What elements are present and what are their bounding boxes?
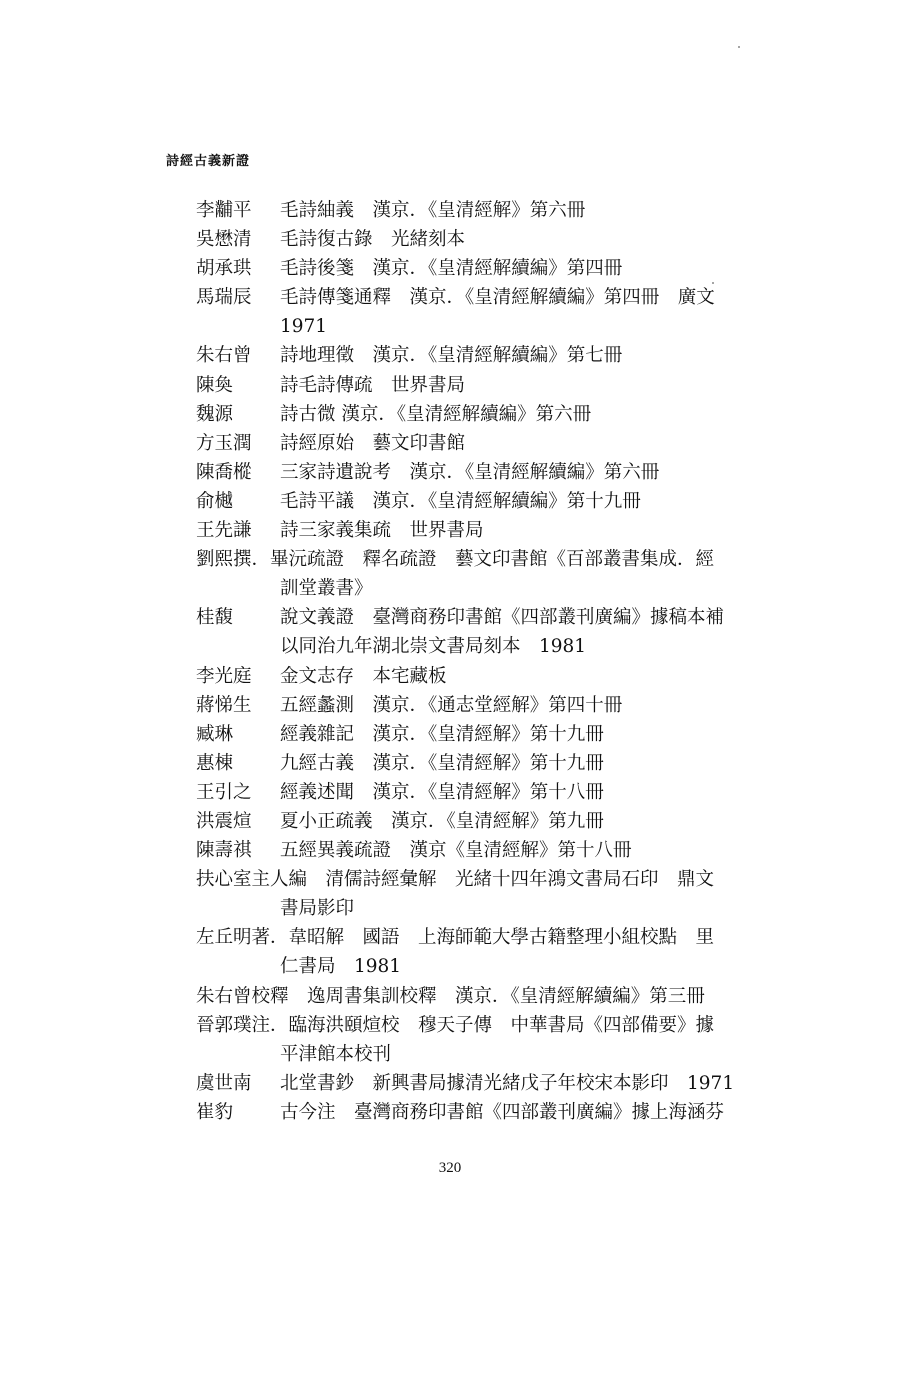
entry-text: 毛詩平議 漢京．《皇清經解續編》第十九冊 bbox=[280, 490, 641, 512]
entry-text: 詩經原始 藝文印書館 bbox=[280, 432, 466, 454]
entry-author: 陳壽祺 bbox=[196, 840, 252, 862]
bibliography-entry bbox=[0, 923, 900, 981]
entry-line bbox=[0, 545, 900, 574]
entry-text: 金文志存 本宅藏板 bbox=[280, 665, 447, 687]
entry-author: 臧琳 bbox=[196, 723, 234, 745]
entry-line bbox=[0, 196, 900, 225]
entry-text: 九經古義 漢京．《皇清經解》第十九冊 bbox=[280, 752, 604, 774]
bibliography-entry bbox=[0, 545, 900, 603]
bibliography-entry bbox=[0, 749, 900, 778]
entry-author: 朱右曾 bbox=[196, 345, 252, 367]
entry-author: 惠棟 bbox=[196, 752, 234, 774]
entry-text: 古今注 臺灣商務印書館《四部叢刊廣編》據上海涵芬 bbox=[280, 1101, 725, 1123]
running-head: 詩經古義新證 bbox=[166, 154, 251, 169]
entry-author: 洪震煊 bbox=[196, 810, 252, 832]
entry-author: 崔豹 bbox=[196, 1101, 234, 1123]
bibliography-entry bbox=[0, 865, 900, 923]
entry-line bbox=[0, 982, 900, 1011]
bibliography-entry bbox=[0, 487, 900, 516]
entry-line bbox=[0, 371, 900, 400]
entry-text: 詩三家義集疏 世界書局 bbox=[280, 520, 484, 542]
entry-text: 經義述聞 漢京．《皇清經解》第十八冊 bbox=[280, 781, 604, 803]
bibliography-entry bbox=[0, 429, 900, 458]
entry-continuation-line bbox=[0, 312, 900, 341]
entry-author: 虞世南 bbox=[196, 1072, 252, 1094]
bibliography-entry bbox=[0, 603, 900, 661]
scan-speck-mark bbox=[738, 46, 740, 48]
entry-author: 李黼平 bbox=[196, 200, 252, 221]
entry-continuation-line bbox=[0, 894, 900, 923]
entry-line bbox=[0, 807, 900, 836]
bibliography-entry bbox=[0, 1098, 900, 1127]
entry-line bbox=[0, 662, 900, 691]
entry-author: 王先謙 bbox=[196, 520, 252, 542]
entry-line bbox=[0, 458, 900, 487]
entry-author: 吳懋清 bbox=[196, 229, 252, 251]
entry-line bbox=[0, 603, 900, 632]
entry-author: 王引之 bbox=[196, 781, 252, 803]
entry-text: 毛詩後箋 漢京．《皇清經解續編》第四冊 bbox=[280, 258, 623, 280]
bibliography-entry bbox=[0, 807, 900, 836]
entry-text: 朱右曾校釋 逸周書集訓校釋 漢京．《皇清經解續編》第三冊 bbox=[196, 985, 705, 1007]
entry-author: 方玉潤 bbox=[196, 432, 252, 454]
entry-author: 俞樾 bbox=[196, 490, 234, 512]
entry-continuation-text: 1971 bbox=[280, 316, 328, 338]
entry-continuation-line bbox=[0, 1040, 900, 1069]
bibliography-entry bbox=[0, 1011, 900, 1069]
bibliography-entry bbox=[0, 662, 900, 691]
entry-line bbox=[0, 254, 900, 283]
bibliography-entry bbox=[0, 458, 900, 487]
bibliography-entry bbox=[0, 371, 900, 400]
entry-line bbox=[0, 1011, 900, 1040]
entry-line bbox=[0, 749, 900, 778]
bibliography-entry bbox=[0, 254, 900, 283]
entry-continuation-line bbox=[0, 574, 900, 603]
entry-text: 詩古微 漢京．《皇清經解續編》第六冊 bbox=[280, 403, 592, 425]
entry-text: 說文義證 臺灣商務印書館《四部叢刊廣編》據稿本補 bbox=[280, 607, 725, 629]
entry-continuation-text: 以同治九年湖北崇文書局刻本 1981 bbox=[280, 636, 587, 658]
entry-text: 五經蠡測 漢京．《通志堂經解》第四十冊 bbox=[280, 694, 623, 716]
entry-text: 毛詩復古錄 光緒刻本 bbox=[280, 229, 466, 251]
scan-speck-mark bbox=[712, 282, 714, 284]
bibliography-entry bbox=[0, 982, 900, 1011]
entry-text: 晉郭璞注．臨海洪頤煊校 穆天子傳 中華書局《四部備要》據 bbox=[196, 1014, 715, 1036]
entry-author: 李光庭 bbox=[196, 665, 252, 687]
bibliography-entry bbox=[0, 225, 900, 254]
bibliography-entry bbox=[0, 516, 900, 545]
entry-line bbox=[0, 836, 900, 865]
entry-line bbox=[0, 516, 900, 545]
entry-line bbox=[0, 778, 900, 807]
bibliography-entry bbox=[0, 283, 900, 341]
entry-continuation-text: 仁書局 1981 bbox=[280, 956, 402, 978]
entry-line bbox=[0, 283, 900, 312]
entry-line bbox=[0, 487, 900, 516]
page-number: 320 bbox=[438, 1160, 462, 1176]
entry-author: 胡承珙 bbox=[196, 258, 252, 280]
entry-continuation-line bbox=[0, 952, 900, 981]
entry-author: 陳喬樅 bbox=[196, 461, 252, 483]
entry-line bbox=[0, 1069, 900, 1098]
entry-line bbox=[0, 225, 900, 254]
entry-text: 經義雜記 漢京．《皇清經解》第十九冊 bbox=[280, 723, 604, 745]
entry-text: 詩毛詩傳疏 世界書局 bbox=[280, 374, 466, 396]
entry-author: 蔣悌生 bbox=[196, 694, 252, 716]
entry-text: 扶心室主人編 清儒詩經彙解 光緒十四年鴻文書局石印 鼎文 bbox=[196, 869, 715, 891]
entry-text: 毛詩傳箋通釋 漢京．《皇清經解續編》第四冊 廣文 bbox=[280, 287, 715, 309]
entry-line bbox=[0, 429, 900, 458]
entry-author: 桂馥 bbox=[196, 607, 234, 629]
entry-text: 詩地理徵 漢京．《皇清經解續編》第七冊 bbox=[280, 345, 623, 367]
bibliography-entry bbox=[0, 341, 900, 370]
bibliography-list bbox=[0, 196, 900, 1127]
entry-text: 毛詩紬義 漢京．《皇清經解》第六冊 bbox=[280, 200, 586, 221]
entry-text: 三家詩遺說考 漢京．《皇清經解續編》第六冊 bbox=[280, 461, 660, 483]
entry-line bbox=[0, 720, 900, 749]
bibliography-entry bbox=[0, 400, 900, 429]
bibliography-entry bbox=[0, 720, 900, 749]
entry-line bbox=[0, 400, 900, 429]
entry-continuation-text: 訓堂叢書》 bbox=[280, 578, 373, 600]
entry-line bbox=[0, 865, 900, 894]
entry-author: 陳奐 bbox=[196, 374, 234, 396]
entry-line bbox=[0, 1098, 900, 1127]
entry-text: 夏小正疏義 漢京．《皇清經解》第九冊 bbox=[280, 810, 604, 832]
bibliography-entry bbox=[0, 778, 900, 807]
entry-line bbox=[0, 923, 900, 952]
entry-continuation-line bbox=[0, 632, 900, 661]
bibliography-entry bbox=[0, 1069, 900, 1098]
entry-text: 劉熙撰．畢沅疏證 釋名疏證 藝文印書館《百部叢書集成．經 bbox=[196, 549, 715, 571]
entry-continuation-text: 平津館本校刊 bbox=[280, 1043, 392, 1065]
bibliography-entry bbox=[0, 691, 900, 720]
entry-line bbox=[0, 691, 900, 720]
bibliography-entry bbox=[0, 196, 900, 225]
entry-continuation-text: 書局影印 bbox=[280, 898, 355, 920]
entry-text: 北堂書鈔 新興書局據清光緒戊子年校宋本影印 1971 bbox=[280, 1072, 735, 1094]
entry-text: 左丘明著．韋昭解 國語 上海師範大學古籍整理小組校點 里 bbox=[196, 927, 715, 949]
bibliography-entry bbox=[0, 836, 900, 865]
entry-author: 馬瑞辰 bbox=[196, 287, 252, 309]
entry-text: 五經異義疏證 漢京《皇清經解》第十八冊 bbox=[280, 840, 632, 862]
entry-line bbox=[0, 341, 900, 370]
entry-author: 魏源 bbox=[196, 403, 234, 425]
